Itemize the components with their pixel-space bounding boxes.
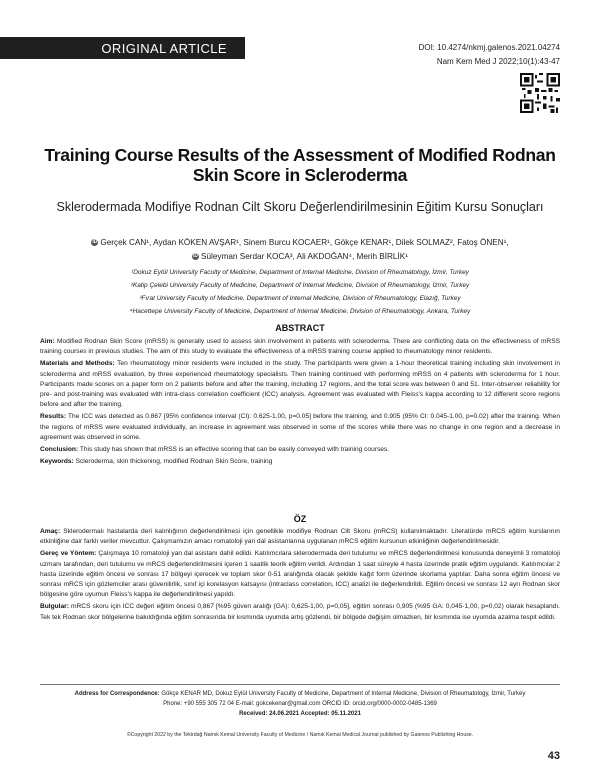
section-banner — [0, 37, 245, 59]
abstract-body — [40, 337, 560, 469]
affiliation-1: ¹Dokuz Eylül University Faculty of Medicine, Department of Internal Medicine, Division of Rheumatology, İzmir, Turkey — [131, 269, 469, 276]
abstract-conclusion: Conclusion: This study has shown that mRSS is an effective scoring that can be easily conveyed with training courses. — [40, 446, 390, 454]
contact-info: Phone: +90 555 305 72 04 E-mail: gokcekenar@gmail.com ORCID ID: orcid.org/0000-0002-0485-1369 — [163, 701, 437, 707]
orcid-icon: iD — [92, 239, 98, 246]
abstract-methods: Materials and Methods: Ten rheumatology minor residents were included in the study. The participants were given a 1-hour theoretical training including skin involvement in scleroderma and mRSS evaluation, by three experienced rheumatology specialists. Then training continued with performing mRSS on 4 patients with scleroderma for 1 hour. Participants made scores on a paper form on 2 patients before and after the training, including 17 regions, and the total score was between 0 and 51. Inter-observer reliability for pre- and post-training was evaluated with intra-class correlation coefficient (ICC) analysis. Agreement was evaluated with Fleiss's kappa according to 12 different score regions before and after the training. — [40, 360, 560, 409]
affiliation-2: ²Katip Çelebi University Faculty of Medicine, Department of Internal Medicine, Division of Rheumatology, İzmir, Turkey — [130, 282, 470, 289]
article-subtitle-turkish: Sklerodermada Modifiye Rodnan Cilt Skoru Değerlendirilmesinin Eğitim Kursu Sonuçları — [56, 200, 544, 214]
article-title: Training Course Results of the Assessment of Modified Rodnan Skin Score in Scleroderma — [44, 145, 556, 185]
journal-reference: Nam Kem Med J 2022;10(1):43-47 — [436, 57, 560, 66]
affiliation-4: ⁴Hacettepe University Faculty of Medicine, Department of Internal Medicine, Division of Rheumatology, Ankara, Turkey — [129, 308, 471, 315]
abstract-aim: Aim: Modified Rodnan Skin Score (mRSS) is generally used to assess skin involvement in patients with scleroderma. There are conflicting data on the effectiveness of mRSS training courses in previous studies. The aim of this study to evaluate the effectiveness of a mRSS training course applied to rheumatology minor residents. — [40, 338, 560, 356]
oz-bulgular: Bulgular: mRCS skoru için ICC değeri eğitim öncesi 0,867 [%95 güven aralığı (GA): 0,625-1,00, p=0,05], eğitim sonrası 0,905 (%95 GA: 0,045-1,00, p=0,02) olarak hesaplandı. Tek tek Rodnan skor bölgelerine bakıldığında eğitim sonrasında bir kısmında uyumda artış gözlendi, bir bölgede değişim olmazken, bir kısmında ise uyumda azalma tespit edildi. — [40, 603, 560, 621]
authors-line-1: Gerçek CAN¹, Aydan KÖKEN AVŞAR¹, Sinem Burcu KOCAER¹, Gökçe KENAR¹, Dilek SOLMAZ², Fatoş ÖNEN¹, — [100, 238, 509, 247]
orcid-icon: iD — [193, 253, 199, 260]
qr-code-icon — [520, 73, 560, 113]
received-accepted-dates: Received: 24.06.2021 Accepted: 05.11.2021 — [239, 711, 361, 717]
correspondence-block — [40, 689, 560, 719]
page-number: 43 — [547, 750, 560, 762]
abstract-results: Results: The ICC was detected as 0.867 [95% confidence interval (CI): 0.625-1.00, p=0.05] before the training, and 0.905 (95% CI: 0.045-1.00, p=0.02) after the training. When the regions of mRSS were evaluated individually, an increase in agreement was observed in some of the scores while there was no change in one region and a decrease in agreement was observed in some. — [40, 413, 560, 441]
oz-amac: Amaç: Sklerodermalı hastalarda deri kalınlığının değerlendirilmesi için genellikle modifiye Rodnan Cilt Skoru (mRCS) kullanılmaktadır. Literatürde mRCS eğitim kurslarının etkinliğine dair farklı veriler mevcuttur. Çalışmamızın amacı romatoloji yan dal asistanlarına uygulanan mRCS eğitim kursunun etkinliğinin değerlendirilmesidir. — [40, 528, 560, 546]
oz-heading: ÖZ — [293, 514, 307, 524]
footer-divider — [40, 684, 560, 685]
affiliations — [60, 266, 540, 318]
copyright-notice: ©Copyright 2022 by the Tekirdağ Namık Kemal University Faculty of Medicine / Namık Kemal Medical Journal published by Galenos Publishing House. — [126, 732, 474, 738]
doi[interactable]: DOI: 10.4274/nkmj.galenos.2021.04274 — [418, 43, 560, 52]
oz-yontem: Gereç ve Yöntem: Çalışmaya 10 romatoloji yan dal asistanı dahil edildi. Katılımcılara sklerodermada deri tutulumu ve mRCS değerlendirilmesi konusunda deneyimli 3 romatoloji uzmanı tarafından, deri tutulumu ve mRCS değerlendirilmesini içeren 1 saatlik teorik eğitim verildi. Ardından 1 saat süreyle 4 hasta üzerinde pratik eğitim uygulandı. Katılımcılar 2 hasta üzerinde eğitim öncesi ve sonrası 17 bölgeyi içerecek ve toplam skor 0-51 aralığında olacak şekilde kağıt form üzerinde skorlama yaptılar. Daha sonra eğitim öncesi ve sonrası mRCS için gözlemciler arası güvenilirlik, sınıf içi korelasyon katsayısı (intraclass correlation, ICC) analizi ile değerlendirildi. Eğitim öncesi ve sonrası 12 ayrı Rodnan skor bölgesine göre uyumun Fleiss's kappa ile değerlendirilmesi yapıldı. — [40, 550, 560, 599]
authors-line-2: Süleyman Serdar KOCA³, Ali AKDOĞAN⁴, Merih BİRLİK¹ — [201, 252, 408, 261]
section-label: ORIGINAL ARTICLE — [101, 40, 227, 56]
author-list — [60, 236, 540, 264]
abstract-heading: ABSTRACT — [275, 323, 325, 333]
affiliation-3: ³Fırat University Faculty of Medicine, Department of Internal Medicine, Division of Rheumatology, Elazığ, Turkey — [139, 295, 461, 302]
article-meta — [419, 41, 560, 69]
abstract-keywords: Keywords: Scleroderma, skin thickening, modified Rodnan Skin Score, training — [40, 458, 273, 466]
oz-body — [40, 527, 560, 625]
correspondence-address: Address for Correspondence: Gökçe KENAR MD, Dokuz Eylül University Faculty of Medicine, Department of Internal Medicine, Division of Rheumatology, İzmir, Turkey — [74, 691, 526, 697]
